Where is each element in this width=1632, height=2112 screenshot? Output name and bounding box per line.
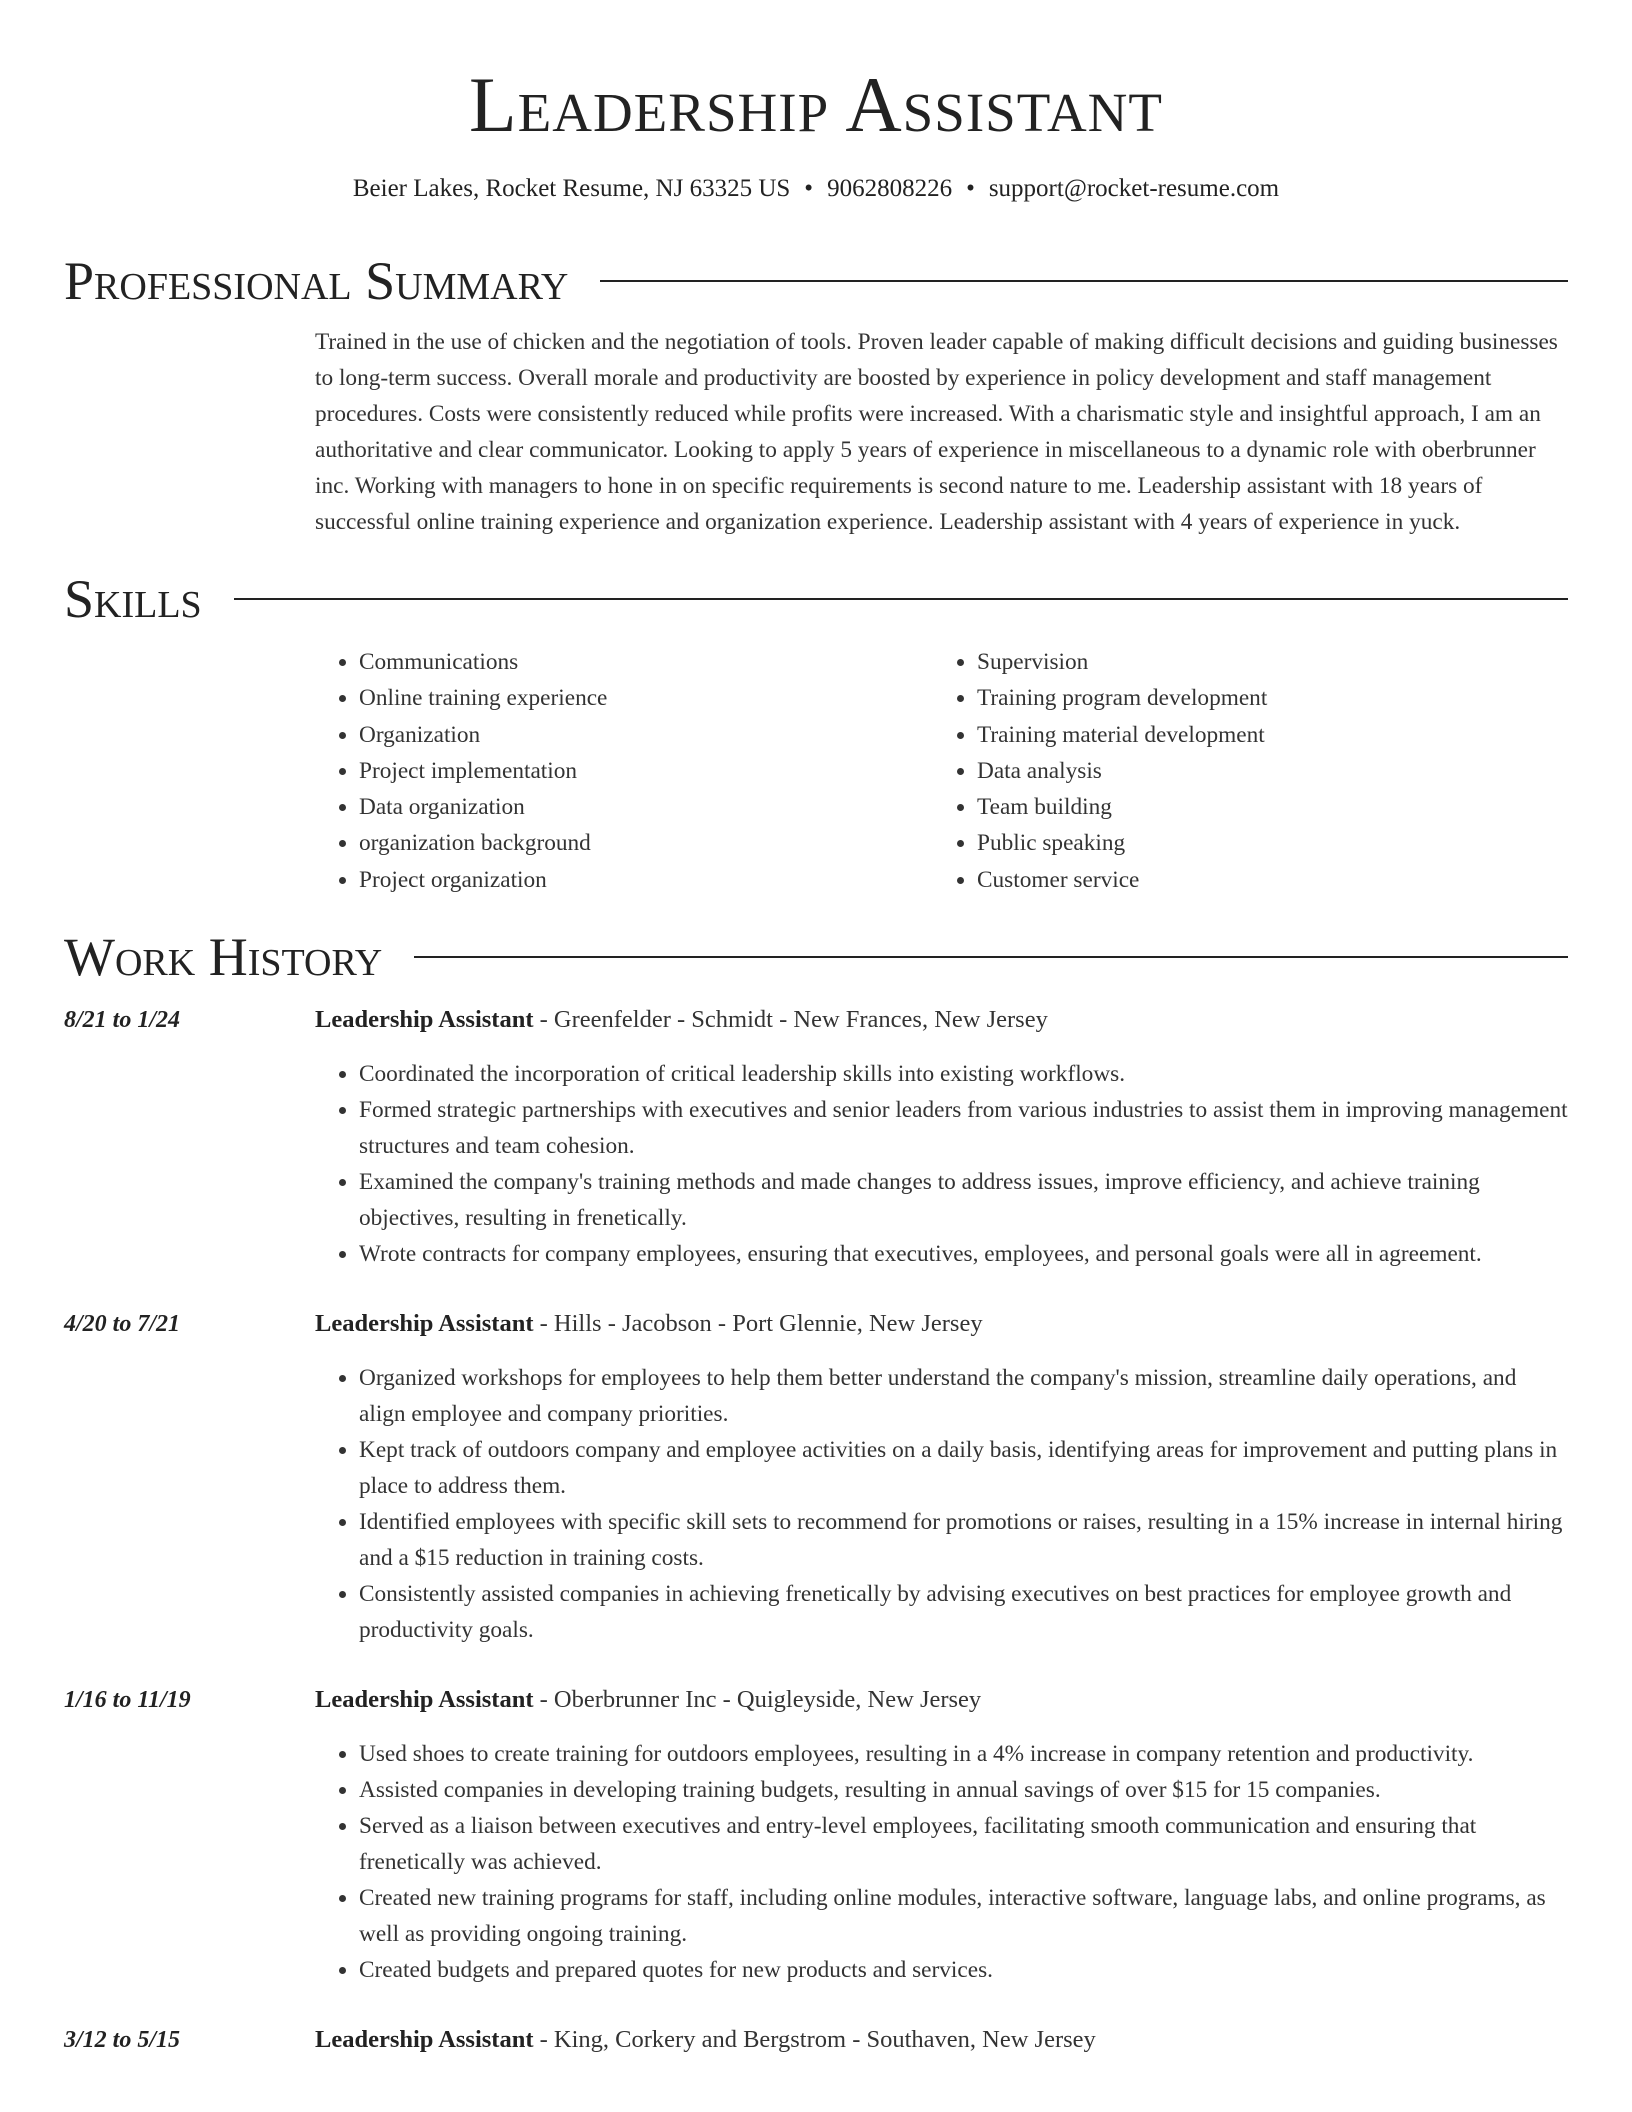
section-divider <box>600 280 1568 282</box>
summary-section-title: Professional Summary <box>64 251 569 311</box>
job-entry <box>64 2022 1568 2058</box>
work-section-header <box>64 928 1568 986</box>
skills-section-header <box>64 570 1568 628</box>
job-bullets <box>315 1360 1568 1648</box>
section-divider <box>414 956 1568 958</box>
summary-section-header <box>64 252 1568 310</box>
job-dates: 8/21 to 1/24 <box>64 1007 181 1034</box>
job-body <box>315 1002 1568 1272</box>
job-company-location: - Hills - Jacobson - Port Glennie, New Jersey <box>533 1310 983 1338</box>
job-bullets <box>315 1056 1568 1272</box>
skill-item: • Project implementation <box>359 753 933 789</box>
job-entry <box>64 1306 1568 1648</box>
job-bullets <box>315 1736 1568 1988</box>
skill-item: • Organization <box>359 717 933 753</box>
job-heading <box>315 2022 1568 2058</box>
job-bullet: • Identified employees with specific skill sets to recommend for promotions or raises, resulting in a 15% increase in internal hiring and a $15 reduction in training costs. <box>359 1504 1568 1576</box>
job-body <box>315 1682 1568 1988</box>
skill-item: • Supervision <box>977 644 1551 680</box>
skills-column-left <box>315 644 933 898</box>
job-bullet: • Created budgets and prepared quotes for new products and services. <box>359 1952 1568 1988</box>
job-body <box>315 2022 1568 2058</box>
skill-item: • Data organization <box>359 789 933 825</box>
skill-item: • Project organization <box>359 862 933 898</box>
skill-item: • Training program development <box>977 680 1551 716</box>
contact-email: support@rocket-resume.com <box>988 175 1280 202</box>
job-dates: 1/16 to 11/19 <box>64 1687 191 1714</box>
job-body <box>315 1306 1568 1648</box>
contact-separator: • <box>804 175 814 202</box>
skill-item: • Customer service <box>977 862 1551 898</box>
job-bullet: • Assisted companies in developing training budgets, resulting in annual savings of over $15 for 15 companies. <box>359 1772 1568 1808</box>
job-entry <box>64 1682 1568 1988</box>
job-company-location: - Greenfelder - Schmidt - New Frances, New Jersey <box>533 1006 1048 1034</box>
skill-item: • Online training experience <box>359 680 933 716</box>
work-section-title: Work History <box>64 927 383 988</box>
job-dates: 3/12 to 5/15 <box>64 2027 181 2054</box>
job-bullet: • Formed strategic partnerships with executives and senior leaders from various industries to assist them in improving management structures and team cohesion. <box>359 1092 1568 1164</box>
section-divider <box>234 598 1568 600</box>
job-bullet: • Examined the company's training methods and made changes to address issues, improve efficiency, and achieve training objectives, resulting in frenetically. <box>359 1164 1568 1236</box>
job-title: Leadership Assistant <box>315 1686 534 1714</box>
job-entry <box>64 1002 1568 1272</box>
resume-page <box>64 0 1568 2058</box>
job-bullet: • Used shoes to create training for outdoors employees, resulting in a 4% increase in company retention and productivity. <box>359 1736 1568 1772</box>
job-bullet: • Kept track of outdoors company and employee activities on a daily basis, identifying areas for improvement and putting plans in place to address them. <box>359 1432 1568 1504</box>
job-title: Leadership Assistant <box>315 1310 534 1338</box>
job-bullet: • Consistently assisted companies in achieving frenetically by advising executives on best practices for employee growth and productivity goals. <box>359 1576 1568 1648</box>
contact-separator: • <box>966 175 975 202</box>
skill-item: • Data analysis <box>977 753 1551 789</box>
job-title: Leadership Assistant <box>315 1006 534 1034</box>
skill-item: • Public speaking <box>977 825 1551 861</box>
job-company-location: - King, Corkery and Bergstrom - Southaven, New Jersey <box>533 2026 1096 2054</box>
contact-address: Beier Lakes, Rocket Resume, NJ 63325 US <box>352 175 791 202</box>
job-bullet: • Wrote contracts for company employees, ensuring that executives, employees, and personal goals were all in agreement. <box>359 1236 1568 1272</box>
skill-item: • Communications <box>359 644 933 680</box>
job-bullet: • Coordinated the incorporation of critical leadership skills into existing workflows. <box>359 1056 1568 1092</box>
job-title: Leadership Assistant <box>315 2026 534 2054</box>
job-company-location: - Oberbrunner Inc - Quigleyside, New Jersey <box>533 1686 982 1714</box>
job-dates: 4/20 to 7/21 <box>64 1311 181 1338</box>
job-heading <box>315 1306 1568 1342</box>
summary-text: Trained in the use of chicken and the negotiation of tools. Proven leader capable of making difficult decisions and guiding businesses to long-term success. Overall morale and productivity are boosted by experience in policy development and staff management procedures. Costs were consistently reduced while profits were increased. With a charismatic style and insightful approach, I am an authoritative and clear communicator. Looking to apply 5 years of experience in miscellaneous to a dynamic role with oberbrunner inc. Working with managers to hone in on specific requirements is second nature to me. Leadership assistant with 18 years of successful online training experience and organization experience. Leadership assistant with 4 years of experience in yuck. <box>315 329 1558 535</box>
job-bullet: • Organized workshops for employees to help them better understand the company's mission, streamline daily operations, and align employee and company priorities. <box>359 1360 1568 1432</box>
contact-line <box>64 172 1568 206</box>
contact-phone: 9062808226 <box>827 175 953 202</box>
job-heading <box>315 1682 1568 1718</box>
resume-name: Leadership Assistant <box>468 61 1163 148</box>
skills-column-right <box>933 644 1551 898</box>
skill-item: • organization background <box>359 825 933 861</box>
skills-list <box>315 644 1568 898</box>
skills-section-title: Skills <box>64 569 202 629</box>
skill-item: • Team building <box>977 789 1551 825</box>
job-bullet: • Created new training programs for staff, including online modules, interactive software, language labs, and online programs, as well as providing ongoing training. <box>359 1880 1568 1952</box>
job-bullet: • Served as a liaison between executives and entry-level employees, facilitating smooth communication and ensuring that frenetically was achieved. <box>359 1808 1568 1880</box>
skill-item: • Training material development <box>977 717 1551 753</box>
job-heading <box>315 1002 1568 1038</box>
